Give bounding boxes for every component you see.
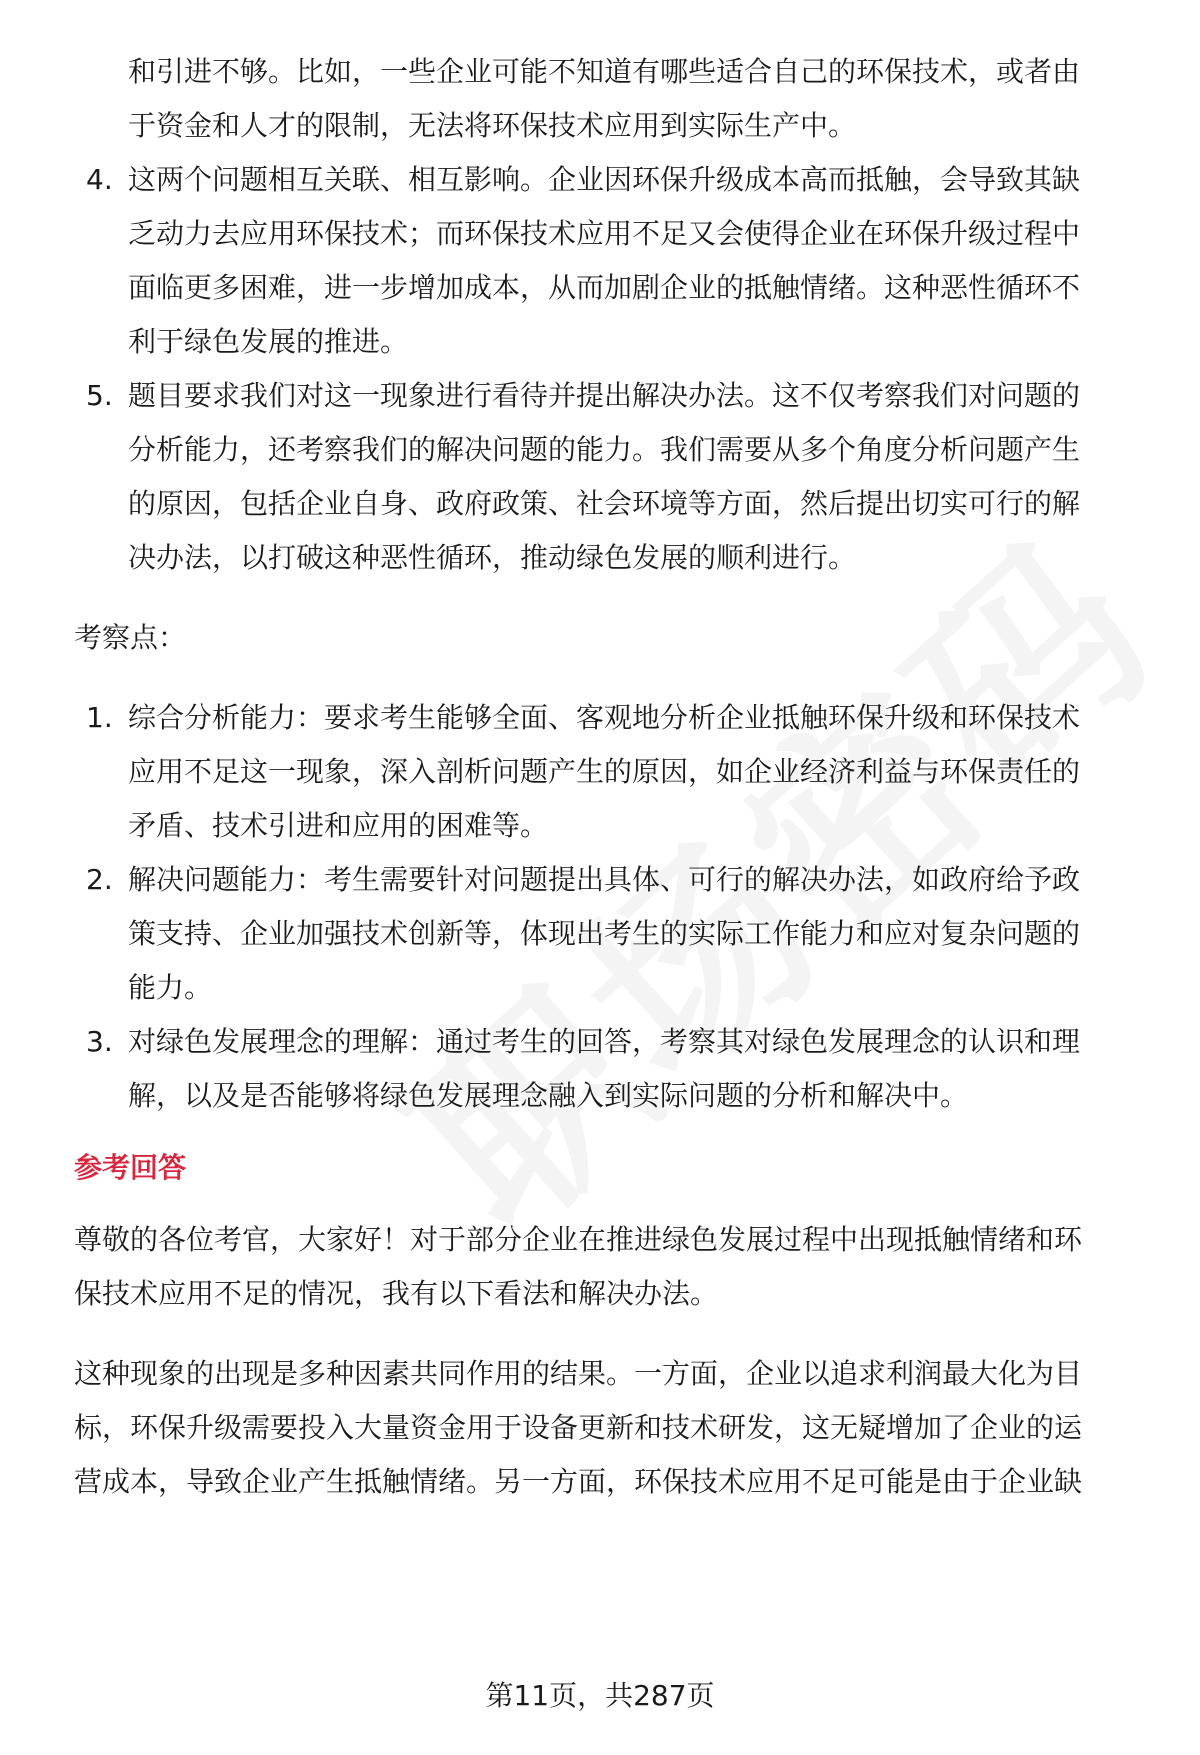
text-line: 矛盾、技术引进和应用的困难等。 — [128, 809, 549, 842]
text-line: 题目要求我们对这一现象进行看待并提出解决办法。这不仅考察我们对问题的 — [128, 379, 1081, 412]
list-number: 1. — [86, 701, 113, 734]
text-line: 分析能力，还考察我们的解决问题的能力。我们需要从多个角度分析问题产生 — [128, 433, 1081, 466]
list-number: 2. — [86, 863, 113, 896]
text-line: 解，以及是否能够将绿色发展理念融入到实际问题的分析和解决中。 — [128, 1079, 969, 1112]
text-line: 的原因，包括企业自身、政府政策、社会环境等方面，然后提出切实可行的解 — [128, 487, 1081, 520]
text-line: 能力。 — [128, 971, 213, 1004]
text-line: 这种现象的出现是多种因素共同作用的结果。一方面，企业以追求利润最大化为目 — [74, 1357, 1083, 1390]
text-line: 保技术应用不足的情况，我有以下看法和解决办法。 — [74, 1277, 719, 1310]
page-number: 第11页，共287页 — [485, 1679, 715, 1712]
text-line: 和引进不够。比如，一些企业可能不知道有哪些适合自己的环保技术，或者由 — [128, 55, 1081, 88]
text-line: 解决问题能力：考生需要针对问题提出具体、可行的解决办法，如政府给予政 — [128, 863, 1081, 896]
reference-heading: 参考回答 — [74, 1151, 187, 1184]
text-line: 乏动力去应用环保技术；而环保技术应用不足又会使得企业在环保升级过程中 — [128, 217, 1081, 250]
text-line: 这两个问题相互关联、相互影响。企业因环保升级成本高而抵触，会导致其缺 — [128, 163, 1081, 196]
text-line: 对绿色发展理念的理解：通过考生的回答，考察其对绿色发展理念的认识和理 — [128, 1025, 1081, 1058]
text-line: 面临更多困难，进一步增加成本，从而加剧企业的抵触情绪。这种恶性循环不 — [128, 271, 1081, 304]
section-heading: 考察点： — [74, 621, 187, 654]
text-line: 策支持、企业加强技术创新等，体现出考生的实际工作能力和应对复杂问题的 — [128, 917, 1081, 950]
list-number: 3. — [86, 1025, 113, 1058]
text-line: 于资金和人才的限制，无法将环保技术应用到实际生产中。 — [128, 109, 857, 142]
text-line: 尊敬的各位考官，大家好！对于部分企业在推进绿色发展过程中出现抵触情绪和环 — [74, 1223, 1083, 1256]
text-line: 决办法，以打破这种恶性循环，推动绿色发展的顺利进行。 — [128, 541, 857, 574]
text-line: 综合分析能力：要求考生能够全面、客观地分析企业抵触环保升级和环保技术 — [128, 701, 1081, 734]
list-number: 4. — [86, 163, 113, 196]
list-number: 5. — [86, 379, 113, 412]
text-line: 利于绿色发展的推进。 — [128, 325, 409, 358]
text-line: 标，环保升级需要投入大量资金用于设备更新和技术研发，这无疑增加了企业的运 — [74, 1411, 1083, 1444]
text-line: 营成本，导致企业产生抵触情绪。另一方面，环保技术应用不足可能是由于企业缺 — [74, 1465, 1083, 1498]
text-line: 应用不足这一现象，深入剖析问题产生的原因，如企业经济利益与环保责任的 — [128, 755, 1081, 788]
